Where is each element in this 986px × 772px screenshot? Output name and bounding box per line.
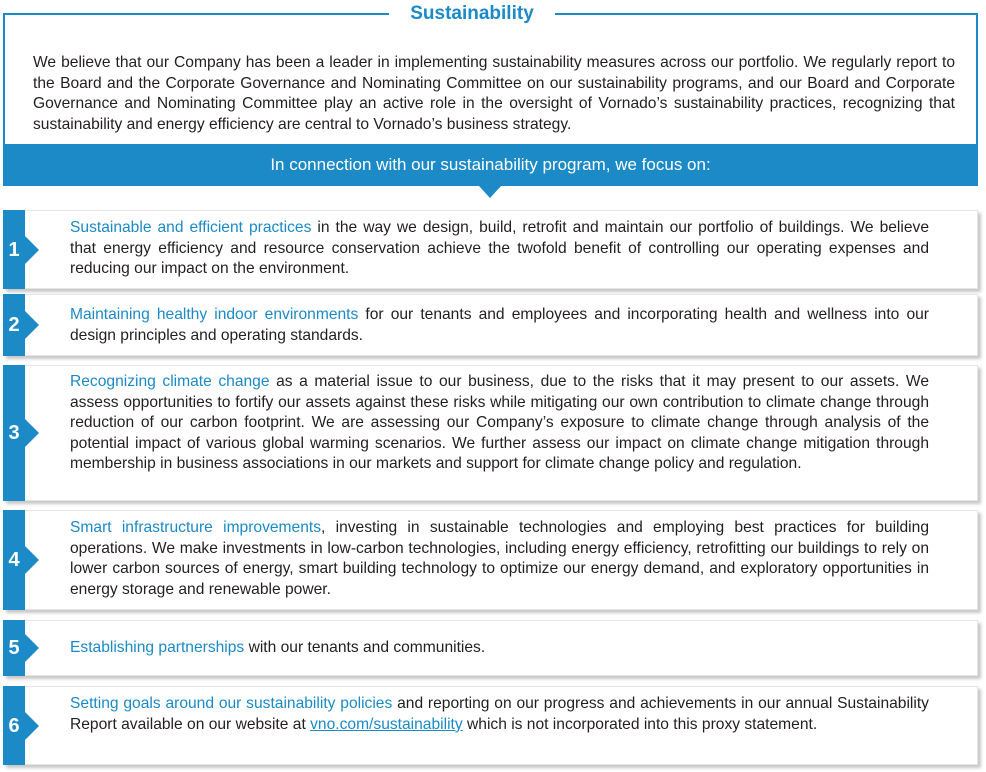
item-body: with our tenants and communities. — [244, 639, 486, 656]
chevron-right-icon — [24, 310, 39, 340]
focus-item-3 — [3, 365, 978, 501]
item-highlight: Smart infrastructure improvements — [70, 519, 322, 536]
item-number: 3 — [8, 422, 20, 444]
item-highlight: Maintaining healthy indoor environments — [70, 306, 359, 323]
chevron-right-icon — [24, 235, 39, 265]
item-number: 1 — [8, 238, 20, 261]
item-number-tab — [3, 294, 25, 356]
item-highlight: Setting goals around our sustainability policies — [70, 695, 393, 712]
item-number-tab — [3, 210, 25, 289]
focus-banner: In connection with our sustainability program, we focus on: — [3, 146, 978, 186]
item-body: as a material issue to our business, due to the risks that it may present to our assets. We assess opportunities to fortify our assets against these risks while mitigating our own contribution to climate change through reduction of our carbon footprint. We are assessing our Company’s exposure to climate change through analysis of the potential impact of various global warming scenarios. We further assess our impact on climate change mitigation through membership in business associations in our markets and support for climate change policy and regulation. — [70, 373, 929, 472]
sustainability-website-link[interactable]: vno.com/sustainability — [310, 715, 463, 733]
chevron-right-icon — [24, 418, 39, 448]
item-body: , investing in sustainable technologies and employing best practices for building operations. We make investments in low-carbon technologies, including energy efficiency, retrofitting our buildings to rely on lower carbon sources of energy, smart building technology to optimize our energy demand, and exploratory opportunities in energy storage and renewable power. — [70, 519, 929, 598]
item-number-tab — [3, 365, 25, 501]
item-number-tab — [3, 510, 25, 610]
focus-arrow-icon — [479, 186, 501, 198]
section-title: Sustainability — [389, 1, 555, 27]
chevron-right-icon — [24, 711, 39, 741]
item-text — [70, 218, 929, 280]
focus-item-6 — [3, 686, 978, 765]
item-body: and reporting on our progress and achievements in our annual Sustainability Report available on our website at — [70, 695, 929, 733]
item-number: 2 — [8, 314, 20, 336]
item-number-tab — [3, 620, 25, 676]
focus-item-5 — [3, 620, 978, 676]
item-text — [70, 518, 929, 600]
item-number: 5 — [8, 637, 20, 659]
item-highlight: Recognizing climate change — [70, 373, 270, 390]
focus-item-1 — [3, 210, 978, 289]
item-text — [70, 305, 929, 346]
item-number-tab — [3, 686, 25, 765]
chevron-right-icon — [24, 633, 39, 663]
item-text — [70, 372, 929, 475]
item-body: in the way we design, build, retrofit and maintain our portfolio of buildings. We believe that energy efficiency and resource conservation achieve the twofold benefit of controlling our operating expenses and reducing our impact on the environment. — [70, 219, 929, 277]
item-body-after: which is not incorporated into this proxy statement. — [462, 715, 818, 733]
item-highlight: Establishing partnerships — [70, 639, 245, 656]
focus-item-2 — [3, 294, 978, 356]
item-body: for our tenants and employees and incorporating health and wellness into our design principles and operating standards. — [70, 306, 929, 344]
focus-item-4 — [3, 510, 978, 610]
item-number: 6 — [8, 714, 20, 737]
intro-paragraph: We believe that our Company has been a leader in implementing sustainability measures across our portfolio. We regularly report to the Board and the Corporate Governance and Nominating Committee on our sustainability programs, and our Board and Corporate Governance and Nominating Committee play an active role in the oversight of Vornado’s sustainability practices, recognizing that sustainability and energy efficiency are central to Vornado’s business strategy. — [33, 54, 955, 133]
chevron-right-icon — [24, 545, 39, 575]
item-text — [70, 638, 929, 659]
sustainability-intro-box — [3, 13, 978, 146]
item-number: 4 — [8, 549, 20, 571]
item-text — [70, 694, 929, 735]
item-highlight: Sustainable and efficient practices — [70, 219, 312, 236]
